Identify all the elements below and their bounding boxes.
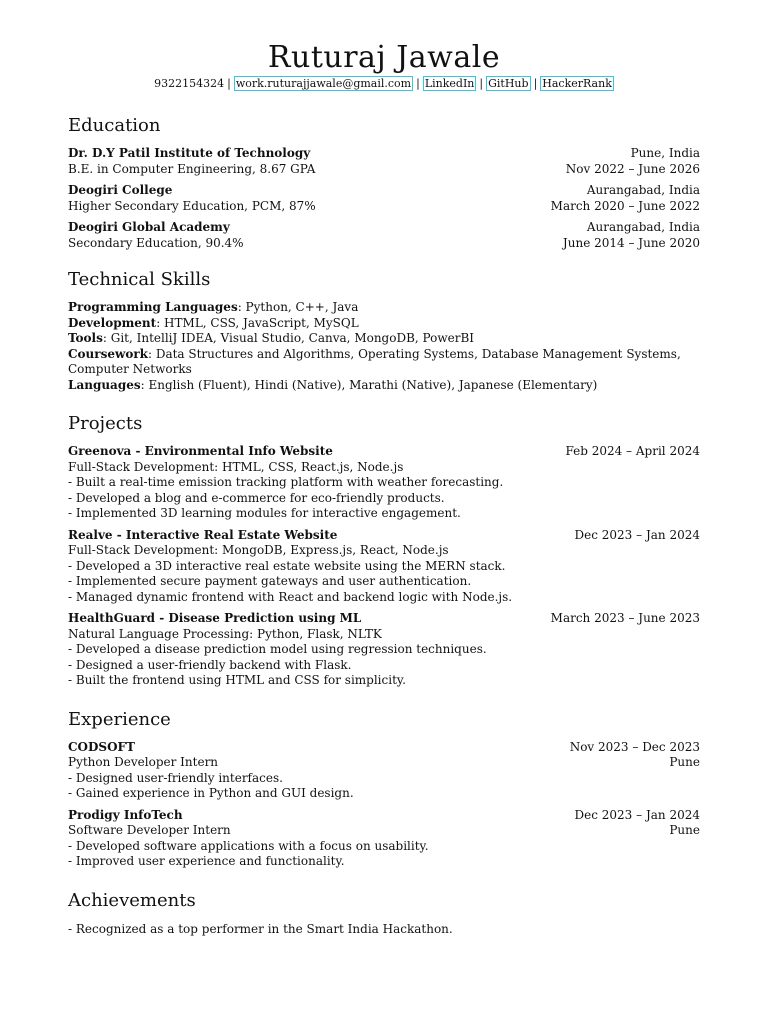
project-stack: Natural Language Processing: Python, Flask, NLTK xyxy=(68,626,382,641)
hackerrank-link[interactable]: HackerRank xyxy=(542,77,612,90)
project-entry xyxy=(68,611,700,689)
skill-value: : HTML, CSS, JavaScript, MySQL xyxy=(156,315,359,330)
job-location: Pune xyxy=(669,823,700,837)
bullet-line: - Developed a blog and e-commerce for eco-friendly products. xyxy=(68,490,445,505)
education-section xyxy=(68,115,700,251)
project-stack: Full-Stack Development: HTML, CSS, React.js, Node.js xyxy=(68,459,404,474)
company-name: CODSOFT xyxy=(68,739,135,754)
skill-label: Programming Languages xyxy=(68,300,238,314)
degree: Higher Secondary Education, PCM, 87% xyxy=(68,198,316,213)
project-stack: Full-Stack Development: MongoDB, Express.js, React, Node.js xyxy=(68,543,449,557)
skill-value: : Git, IntelliJ IDEA, Visual Studio, Canva, MongoDB, PowerBI xyxy=(102,331,475,345)
education-entry xyxy=(68,146,700,177)
bullet-line: - Improved user experience and functionality. xyxy=(68,854,345,868)
skill-label: Languages xyxy=(68,377,141,392)
company-name: Prodigy InfoTech xyxy=(68,807,183,822)
bullet-line: - Developed software applications with a focus on usability. xyxy=(68,838,429,853)
school-name: Deogiri Global Academy xyxy=(68,220,230,234)
section-title-achievements: Achievements xyxy=(68,889,196,911)
dates: March 2023 – June 2023 xyxy=(550,611,700,625)
github-link[interactable]: GitHub xyxy=(488,77,529,90)
dates: Dec 2023 – Jan 2024 xyxy=(574,527,700,542)
project-name: HealthGuard - Disease Prediction using ML xyxy=(68,611,362,625)
section-title-skills: Technical Skills xyxy=(68,269,211,290)
degree: Secondary Education, 90.4% xyxy=(68,235,244,250)
skill-line xyxy=(68,347,700,378)
skill-label: Development xyxy=(68,315,157,330)
dates: June 2014 – June 2020 xyxy=(562,235,700,250)
skill-line xyxy=(68,300,700,316)
project-name: Greenova - Environmental Info Website xyxy=(68,444,333,458)
separator: | xyxy=(533,77,538,90)
dates: March 2020 – June 2022 xyxy=(550,198,700,213)
school-name: Deogiri College xyxy=(68,183,173,197)
bullet-line: - Developed a disease prediction model using regression techniques. xyxy=(68,642,487,656)
separator: | xyxy=(479,77,484,90)
dates: Dec 2023 – Jan 2024 xyxy=(574,807,700,822)
candidate-name: Ruturaj Jawale xyxy=(267,40,501,75)
achievements-section xyxy=(68,890,700,938)
dates: Nov 2023 – Dec 2023 xyxy=(569,739,700,754)
dates: Feb 2024 – April 2024 xyxy=(565,444,700,458)
project-name: Realve - Interactive Real Estate Website xyxy=(68,527,338,542)
bullet-line: - Implemented secure payment gateways and user authentication. xyxy=(68,574,472,588)
experience-entry xyxy=(68,740,700,802)
contact-line xyxy=(68,76,700,91)
skill-value: : English (Fluent), Hindi (Native), Marathi (Native), Japanese (Elementary) xyxy=(140,377,598,392)
skill-line xyxy=(68,316,700,332)
bullet-line: - Gained experience in Python and GUI design. xyxy=(68,786,354,800)
bullet-line: - Built a real-time emission tracking platform with weather forecasting. xyxy=(68,475,504,489)
bullet-line: - Designed a user-friendly backend with Flask. xyxy=(68,657,352,672)
role: Python Developer Intern xyxy=(68,755,219,769)
skill-value: : Data Structures and Algorithms, Operating Systems, Database Management Systems, Computer Networks xyxy=(68,346,681,376)
projects-section xyxy=(68,413,700,689)
skill-line xyxy=(68,331,700,347)
achievement-line: - Recognized as a top performer in the Smart India Hackathon. xyxy=(68,921,453,936)
separator: | xyxy=(227,77,231,90)
email-link[interactable]: work.ruturajjawale@gmail.com xyxy=(235,77,412,90)
role: Software Developer Intern xyxy=(68,823,231,837)
education-entry xyxy=(68,220,700,251)
school-name: Dr. D.Y Patil Institute of Technology xyxy=(68,146,311,160)
school-location: Pune, India xyxy=(630,146,700,160)
school-location: Aurangabad, India xyxy=(586,220,700,234)
linkedin-link[interactable]: LinkedIn xyxy=(424,77,475,90)
skills-section xyxy=(68,269,700,393)
skill-label: Coursework xyxy=(68,346,148,361)
bullet-line: - Developed a 3D interactive real estate website using the MERN stack. xyxy=(68,558,506,573)
skill-line xyxy=(68,378,700,394)
project-entry xyxy=(68,528,700,606)
section-title-projects: Projects xyxy=(68,413,143,434)
section-title-experience: Experience xyxy=(68,708,171,730)
job-location: Pune xyxy=(669,755,700,769)
bullet-line: - Managed dynamic frontend with React and backend logic with Node.js. xyxy=(68,589,513,604)
skill-label: Tools xyxy=(68,331,103,345)
education-entry xyxy=(68,183,700,214)
section-title-education: Education xyxy=(68,115,161,136)
experience-entry xyxy=(68,808,700,870)
dates: Nov 2022 – June 2026 xyxy=(565,161,700,176)
bullet-line: - Implemented 3D learning modules for interactive engagement. xyxy=(68,506,461,520)
bullet-line: - Designed user-friendly interfaces. xyxy=(68,770,283,785)
experience-section xyxy=(68,709,700,870)
separator: | xyxy=(416,77,420,90)
bullet-line: - Built the frontend using HTML and CSS for simplicity. xyxy=(68,673,406,687)
skill-value: : Python, C++, Java xyxy=(237,300,359,314)
phone-number: 9322154324 xyxy=(154,77,225,90)
degree: B.E. in Computer Engineering, 8.67 GPA xyxy=(68,161,316,176)
project-entry xyxy=(68,444,700,522)
school-location: Aurangabad, India xyxy=(586,183,700,197)
